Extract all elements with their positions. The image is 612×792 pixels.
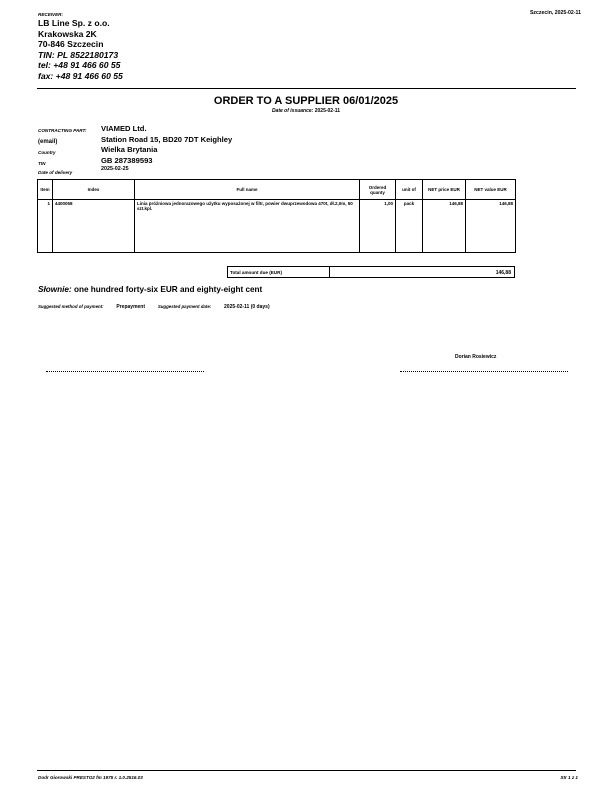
cell-net-value: 146,88	[466, 200, 516, 253]
total-amount-label: Total amount due (EUR)	[228, 267, 330, 277]
header-net-price: NET price EUR	[423, 180, 466, 200]
header-index: Index	[53, 180, 135, 200]
header-item: Item	[38, 180, 53, 200]
cell-item: 1	[38, 200, 53, 253]
date-of-issuance	[0, 108, 612, 114]
payment-method: Prepayment	[116, 304, 146, 310]
contractor-country: Wielka Brytania	[101, 145, 158, 154]
header-unit: unit of	[396, 180, 423, 200]
table-row	[38, 200, 516, 253]
header-divider	[37, 88, 576, 89]
company-name: LB Line Sp. z o.o.	[38, 18, 110, 28]
cell-index: 4400058	[53, 200, 135, 253]
footer-divider	[37, 770, 576, 771]
total-amount-box	[227, 266, 515, 278]
cell-unit: pack	[396, 200, 423, 253]
header-quantity: Ordered quanty	[360, 180, 396, 200]
email-label: (email)	[38, 139, 58, 145]
signer-name: Dorian Rosiewicz	[455, 354, 497, 360]
header-net-value: NET value EUR	[466, 180, 516, 200]
receiver-address-block	[38, 18, 123, 82]
company-tin: TIN: PL 8522180173	[38, 49, 119, 60]
contractor-tin: GB 287389593	[101, 156, 153, 165]
amount-in-words-text: one hundred forty-six EUR and eighty-eight cent	[73, 285, 263, 294]
payment-method-label: Suggested method of payment:	[38, 304, 104, 309]
footer-software-info: Dodr Giorowski PRESTO2 fm 1975 r. 1.0.2516.03	[38, 775, 143, 780]
header-full-name: Full name	[135, 180, 360, 200]
total-amount-value: 146,88	[495, 270, 511, 276]
order-items-table	[37, 179, 516, 253]
contractor-address: Station Road 15, BD20 7DT Keighley	[101, 135, 233, 144]
order-title: ORDER TO A SUPPLIER 06/01/2025	[213, 95, 399, 107]
payment-date: 2025-02-11 (0 days)	[224, 304, 270, 310]
signature-line-right	[400, 371, 568, 372]
contractor-name: VIAMED Ltd.	[101, 124, 147, 133]
receiver-label: RECEIVER:	[38, 12, 64, 17]
country-label: Country	[38, 150, 56, 155]
signature-line-left	[46, 371, 204, 372]
company-fax: fax: +48 91 466 60 55	[38, 70, 123, 81]
contracting-party-label: CONTRACTING PART:	[38, 128, 87, 133]
cell-quantity: 1,00	[360, 200, 396, 253]
date-of-issuance-label: Date of issuance:	[271, 108, 314, 114]
company-street: Krakowska 2K	[38, 28, 97, 39]
amount-in-words	[38, 285, 262, 294]
cell-full-name: Linia próżniowa jednorazowego użytku wyposażonej w filtr, powier dwuprzewodowa 470t, dł.2,0m, 50 szt.kpl.	[135, 200, 360, 253]
tin-label: TIN	[38, 161, 46, 166]
payment-date-label: Suggested payment date:	[157, 304, 212, 309]
amount-in-words-label: Słownie:	[38, 285, 72, 294]
company-tel: tel: +48 91 466 60 55	[38, 60, 121, 71]
cell-net-price: 146,88	[423, 200, 466, 253]
delivery-date-label: Date of delivery	[38, 170, 73, 175]
table-header-row	[38, 180, 516, 200]
page-number: Str 1 z 1	[560, 775, 578, 780]
place-date: Szczecin, 2025-02-11	[529, 10, 581, 16]
date-of-issuance-value: 2025-02-11	[314, 108, 341, 114]
payment-info	[38, 304, 270, 310]
delivery-date: 2025-02-25	[101, 166, 129, 172]
company-postal-city: 70-846 Szczecin	[38, 39, 104, 50]
